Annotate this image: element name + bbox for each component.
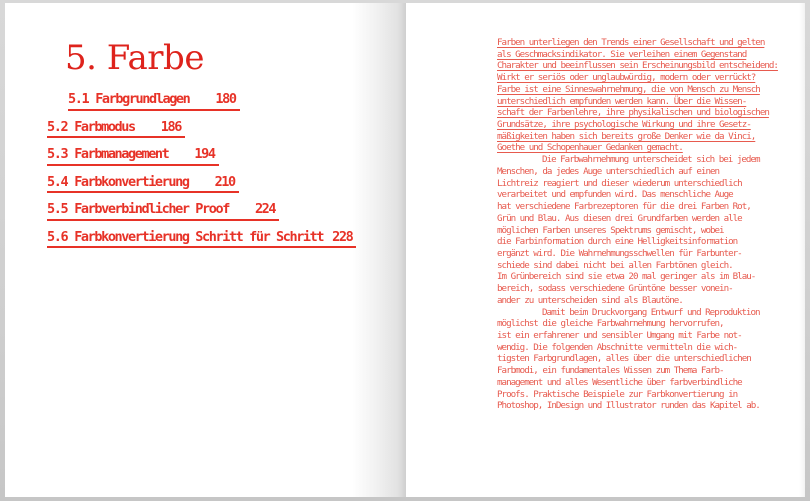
- body-text-line: Farben unterliegen den Trends einer Gesellschaft und gelten: [497, 37, 765, 48]
- body-text-line: Die Farbwahrnehmung unterscheidet sich bei jedem: [542, 154, 760, 166]
- body-text-line: mäßigkeiten haben sich bereits große Denker wie da Vinci,: [497, 130, 756, 142]
- toc-item-underlined-text: [47, 174, 239, 194]
- toc-item-number: 5.2: [47, 118, 68, 135]
- body-text-line: ander zu unterscheiden sind als Blautöne.: [497, 294, 683, 306]
- body-text-line: Grundsätze, ihre psychologische Wirkung und ihre Gesetz-: [497, 119, 751, 131]
- right-page: [406, 3, 805, 497]
- body-text-line: Damit beim Druckvorgang Entwurf und Reproduktion: [542, 306, 760, 318]
- body-text-line: die Farbinformation durch eine Helligkeitsinformation: [497, 236, 738, 248]
- body-text-line: management und alles Wesentliche über farbverbindliche: [497, 376, 742, 388]
- body-text-line: Goethe und Schopenhauer Gedanken gemacht.: [497, 142, 683, 154]
- toc-item: [47, 173, 356, 194]
- toc-item-label: Farbverbindlicher Proof: [74, 201, 229, 217]
- toc-item: [47, 118, 356, 139]
- toc-item-number: 5.3: [47, 146, 68, 162]
- body-text-line: Grün und Blau. Aus diesen drei Grundfarben werden alle: [497, 212, 742, 224]
- toc-item-underlined-text: [47, 119, 185, 139]
- toc-item-number: 5.5: [47, 201, 68, 217]
- body-text-line: Charakter und beeinflussen sein Erscheinungsbild entscheidend:: [497, 60, 778, 72]
- toc-item-page: 210: [214, 173, 235, 190]
- body-text-line: Im Grünbereich sind sie etwa 20 mal geringer als im Blau-: [497, 271, 756, 283]
- toc-item-label: Farbkonvertierung: [74, 173, 189, 190]
- gutter-shadow: [352, 3, 406, 497]
- body-text-line: Farbe ist eine Sinneswahrnehmung, die von Mensch zu Mensch: [497, 83, 760, 95]
- toc-item-page: 180: [215, 91, 236, 107]
- chapter-title: 5. Farbe: [65, 38, 204, 78]
- toc-item-number: 5.4: [47, 173, 68, 190]
- toc-item-underlined-text: [68, 91, 240, 111]
- body-text-line: möglichen Farben unseres Spektrums gemischt, wobei: [497, 224, 724, 236]
- toc-item: [47, 200, 356, 221]
- toc-item-number: 5.1: [68, 91, 89, 107]
- toc-item-label: Farbkonvertierung Schritt für Schritt: [74, 228, 324, 245]
- body-text-line: hat verschiedene Farbrezeptoren für die drei Farben Rot,: [497, 201, 751, 213]
- body-text-line: Menschen, da jedes Auge unterschiedlich auf einen: [497, 165, 720, 177]
- toc-item-underlined-text: [47, 201, 279, 221]
- body-text-line: schaft der Farbenlehre, ihre physikalischen und biologischen: [497, 107, 769, 119]
- body-text-line: Proofs. Praktische Beispiele zur Farbkonvertierung in: [497, 388, 738, 400]
- toc-item-page: 224: [254, 201, 276, 217]
- body-text-line: wendig. Die folgenden Abschnitte vermitteln die wich-: [497, 341, 738, 353]
- toc-item-page: 194: [194, 146, 215, 162]
- left-page: [5, 3, 406, 497]
- toc-item: [47, 228, 356, 249]
- toc-list: [47, 90, 356, 255]
- toc-item-label: Farbmanagement: [74, 146, 169, 162]
- body-text-line: als Geschmacksindikator. Sie verleihen einem Gegenstand: [497, 48, 747, 60]
- toc-item-label: Farbgrundlagen: [95, 91, 190, 107]
- body-text: [497, 37, 797, 412]
- body-text-line: möglichst die gleiche Farbwahrnehmung hervorrufen,: [497, 318, 724, 330]
- toc-item-number: 5.6: [47, 228, 68, 245]
- toc-item-page: 186: [160, 118, 181, 135]
- toc-item-label: Farbmodus: [74, 118, 135, 135]
- body-text-line: Wirkt er seriös oder unglaubwürdig, modern oder verrückt?: [497, 72, 756, 84]
- toc-item: [68, 90, 356, 111]
- body-text-line: Photoshop, InDesign und Illustrator runden das Kapitel ab.: [497, 400, 760, 412]
- toc-item-underlined-text: [47, 229, 356, 249]
- body-text-line: ergänzt wird. Die Wahrnehmungsschwellen für Farbunter-: [497, 247, 742, 259]
- toc-item-underlined-text: [47, 146, 219, 166]
- body-text-line: schiede sind dabei nicht bei allen Farbtönen gleich.: [497, 259, 733, 271]
- body-text-line: unterschiedlich empfunden werden kann. Über die Wissen-: [497, 95, 747, 107]
- body-text-line: Lichtreiz reagiert und dieser wiederum unterschiedlich: [497, 177, 742, 189]
- body-text-line: verarbeitet und empfunden wird. Das menschliche Auge: [497, 189, 733, 201]
- toc-item: [47, 145, 356, 166]
- body-text-line: tigsten Farbgrundlagen, alles über die unterschiedlichen: [497, 353, 751, 365]
- toc-item-page: 228: [332, 228, 353, 245]
- body-text-line: ist ein erfahrener und sensibler Umgang mit Farbe not-: [497, 329, 742, 341]
- body-text-line: bereich, sodass verschiedene Grüntöne besser vonein-: [497, 283, 733, 295]
- body-text-line: Farbmodi, ein fundamentales Wissen zum Thema Farb-: [497, 365, 724, 377]
